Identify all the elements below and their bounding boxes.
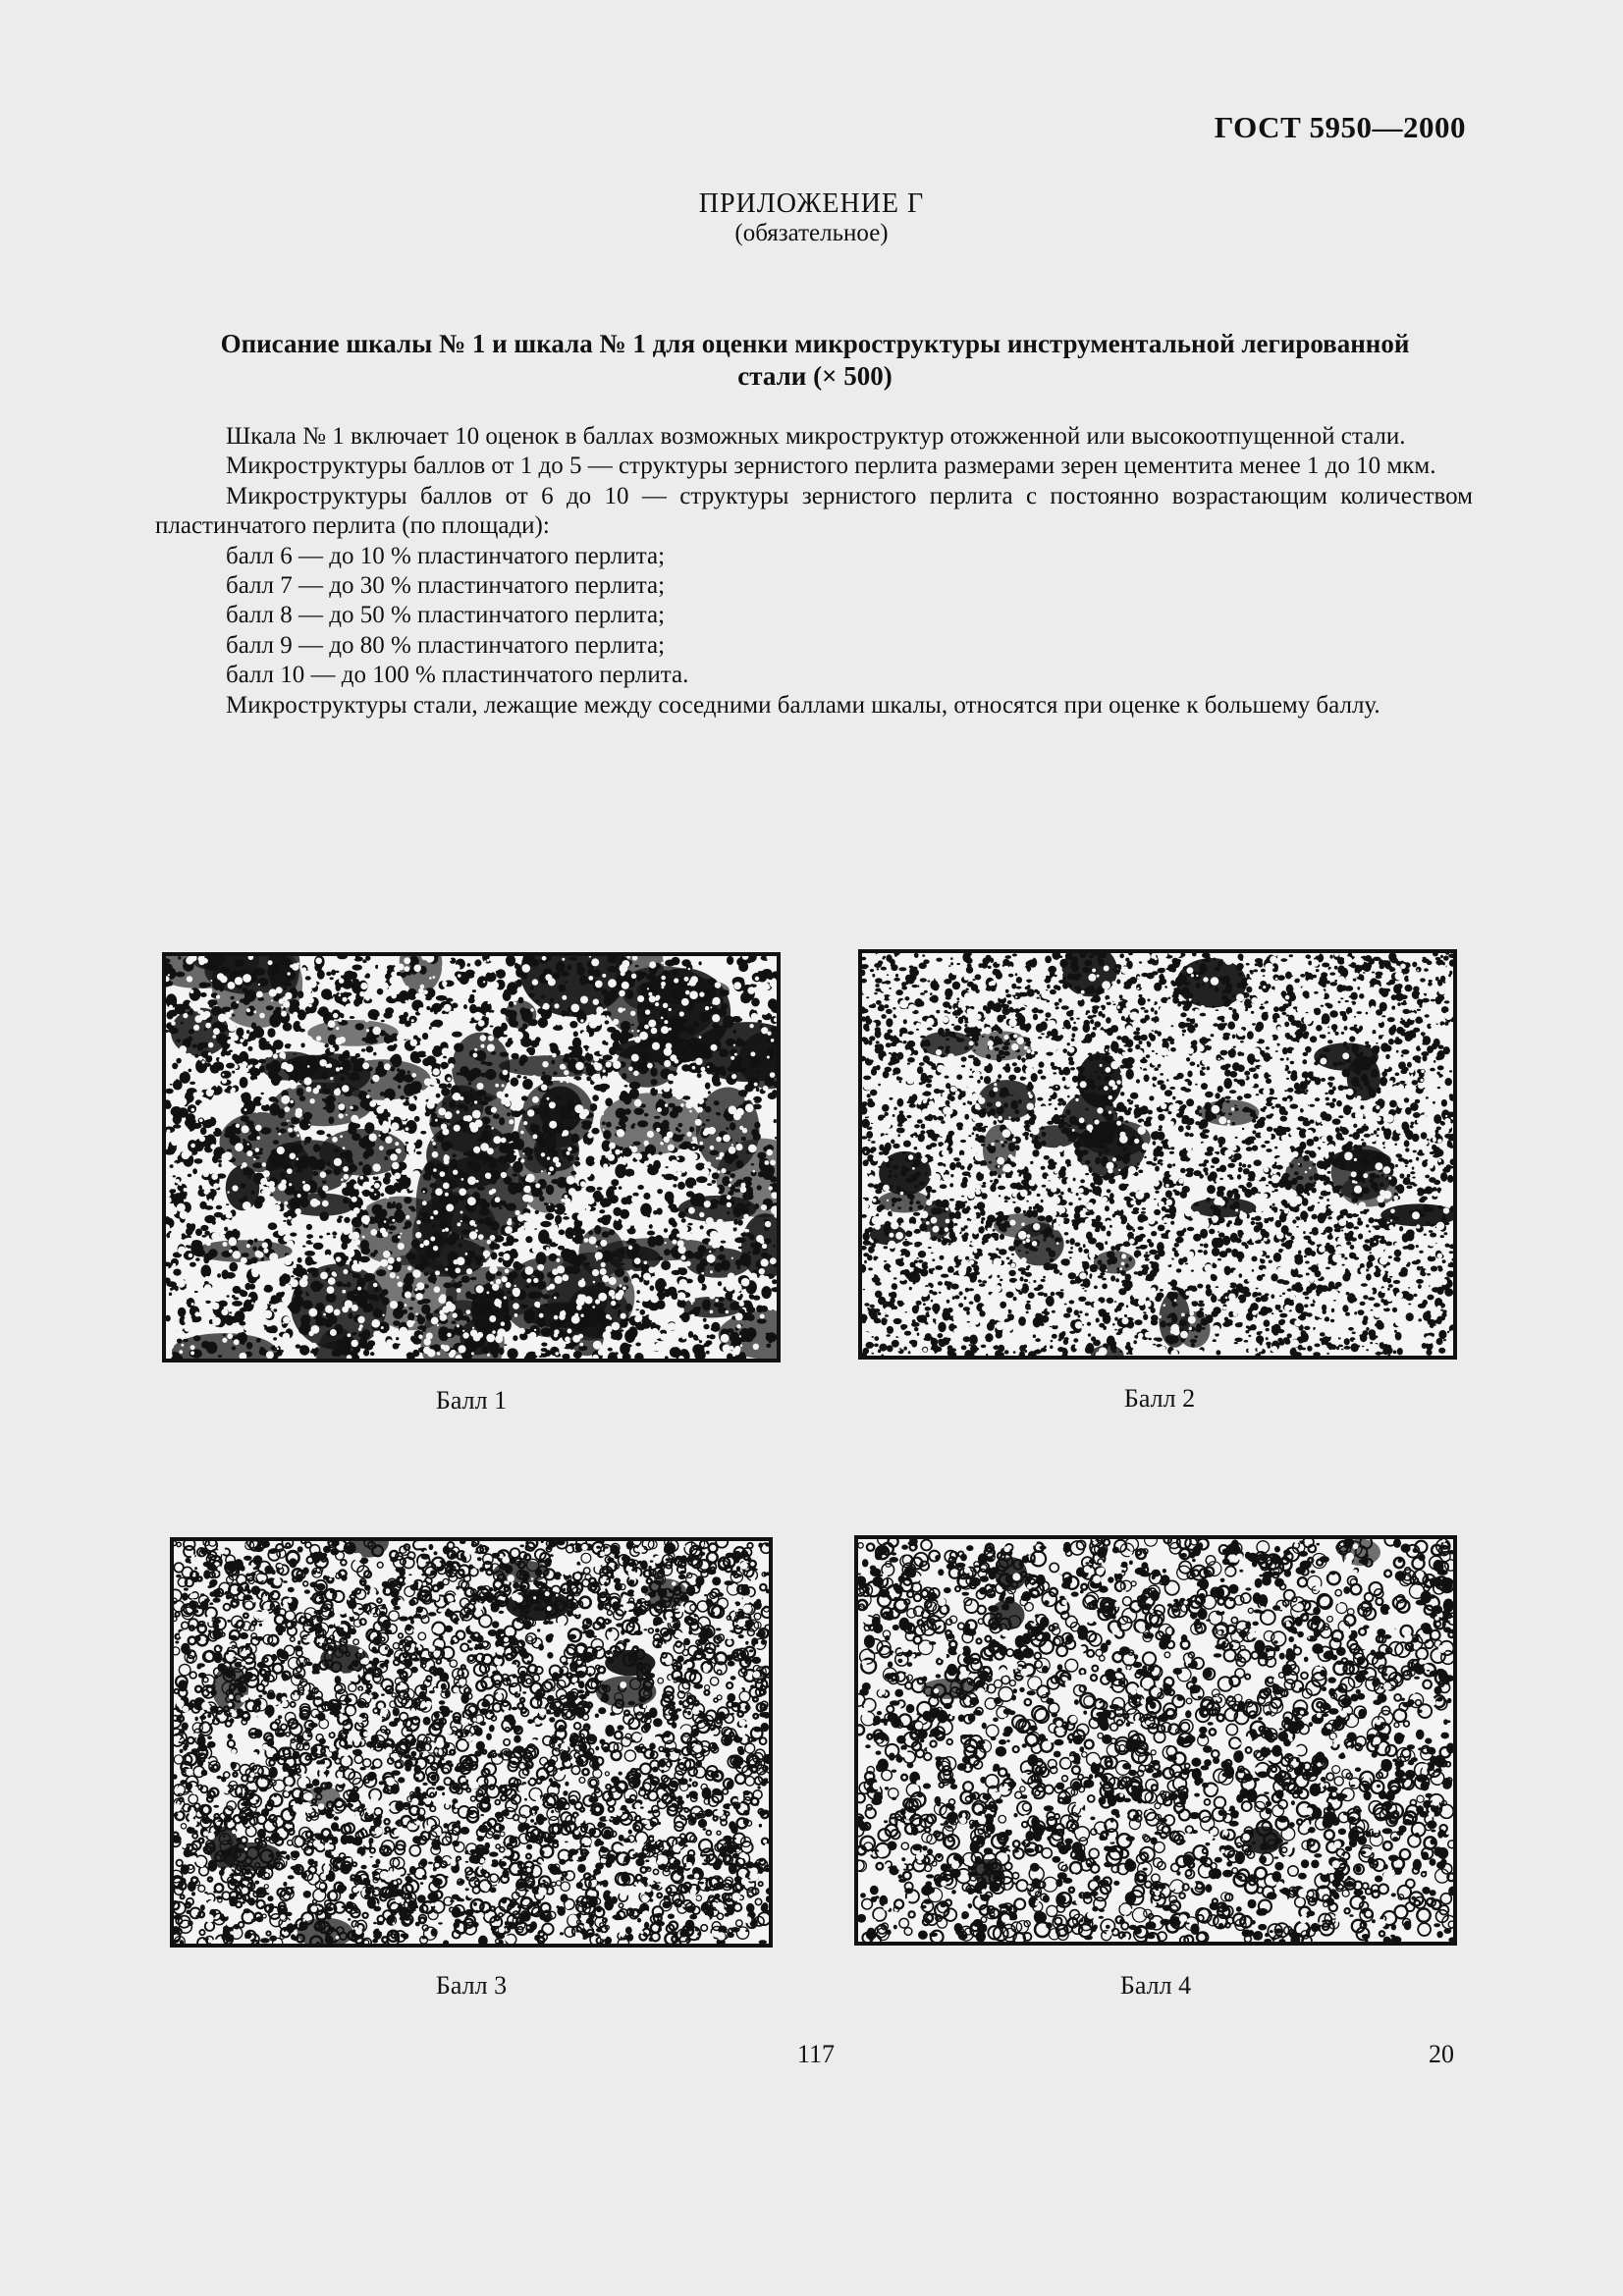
body-text [155, 422, 1473, 721]
document-code: ГОСТ 5950—2000 [1214, 110, 1466, 144]
section-heading [157, 328, 1473, 393]
list-item: балл 6 — до 10 % пластинчатого перлита; [226, 542, 666, 569]
figure-caption-1: Балл 1 [435, 1386, 508, 1415]
paragraph-1: Шкала № 1 включает 10 оценок в баллах возможных микроструктур отожженной или высокоотпущенной стали. [226, 423, 1406, 450]
appendix-title: ПРИЛОЖЕНИЕ Г [698, 188, 925, 219]
page-number-right: 20 [1429, 2040, 1454, 2068]
list-item: балл 8 — до 50 % пластинчатого перлита; [226, 602, 666, 629]
paragraph-2: Микроструктуры баллов от 1 до 5 — структуры зернистого перлита размерами зерен цементита менее 1 до 10 мкм. [226, 453, 1436, 480]
figure-caption-3: Балл 3 [435, 1971, 508, 2000]
micrograph-ball-3 [170, 1537, 773, 1948]
micrograph-texture [858, 1539, 1453, 1942]
page-number-center: 117 [797, 2040, 836, 2068]
micrograph-ball-2 [858, 949, 1457, 1360]
list-item: балл 9 — до 80 % пластинчатого перлита; [226, 631, 666, 659]
list-item: балл 7 — до 30 % пластинчатого перлита; [226, 572, 666, 600]
micrograph-texture [862, 953, 1453, 1356]
micrograph-ball-1 [162, 952, 781, 1362]
micrograph-texture [174, 1541, 769, 1944]
paragraph-3: Микроструктуры баллов от 6 до 10 — структуры зернистого перлита с постоянно возрастающим количеством пластинчатого перлита (по площади): [155, 482, 1473, 540]
micrograph-ball-4 [854, 1535, 1457, 1946]
appendix-note: (обязательное) [734, 220, 889, 246]
figure-caption-2: Балл 2 [1123, 1384, 1196, 1413]
figure-caption-4: Балл 4 [1119, 1971, 1192, 2000]
heading-line-2: стали (× 500) [737, 361, 893, 391]
heading-line-1: Описание шкалы № 1 и шкала № 1 для оценки микроструктуры инструментальной легированной [220, 329, 1410, 358]
paragraph-4: Микроструктуры стали, лежащие между соседними баллами шкалы, относятся при оценке к большему баллу. [226, 691, 1380, 719]
list-item: балл 10 — до 100 % пластинчатого перлита. [226, 662, 689, 689]
micrograph-texture [166, 956, 777, 1359]
